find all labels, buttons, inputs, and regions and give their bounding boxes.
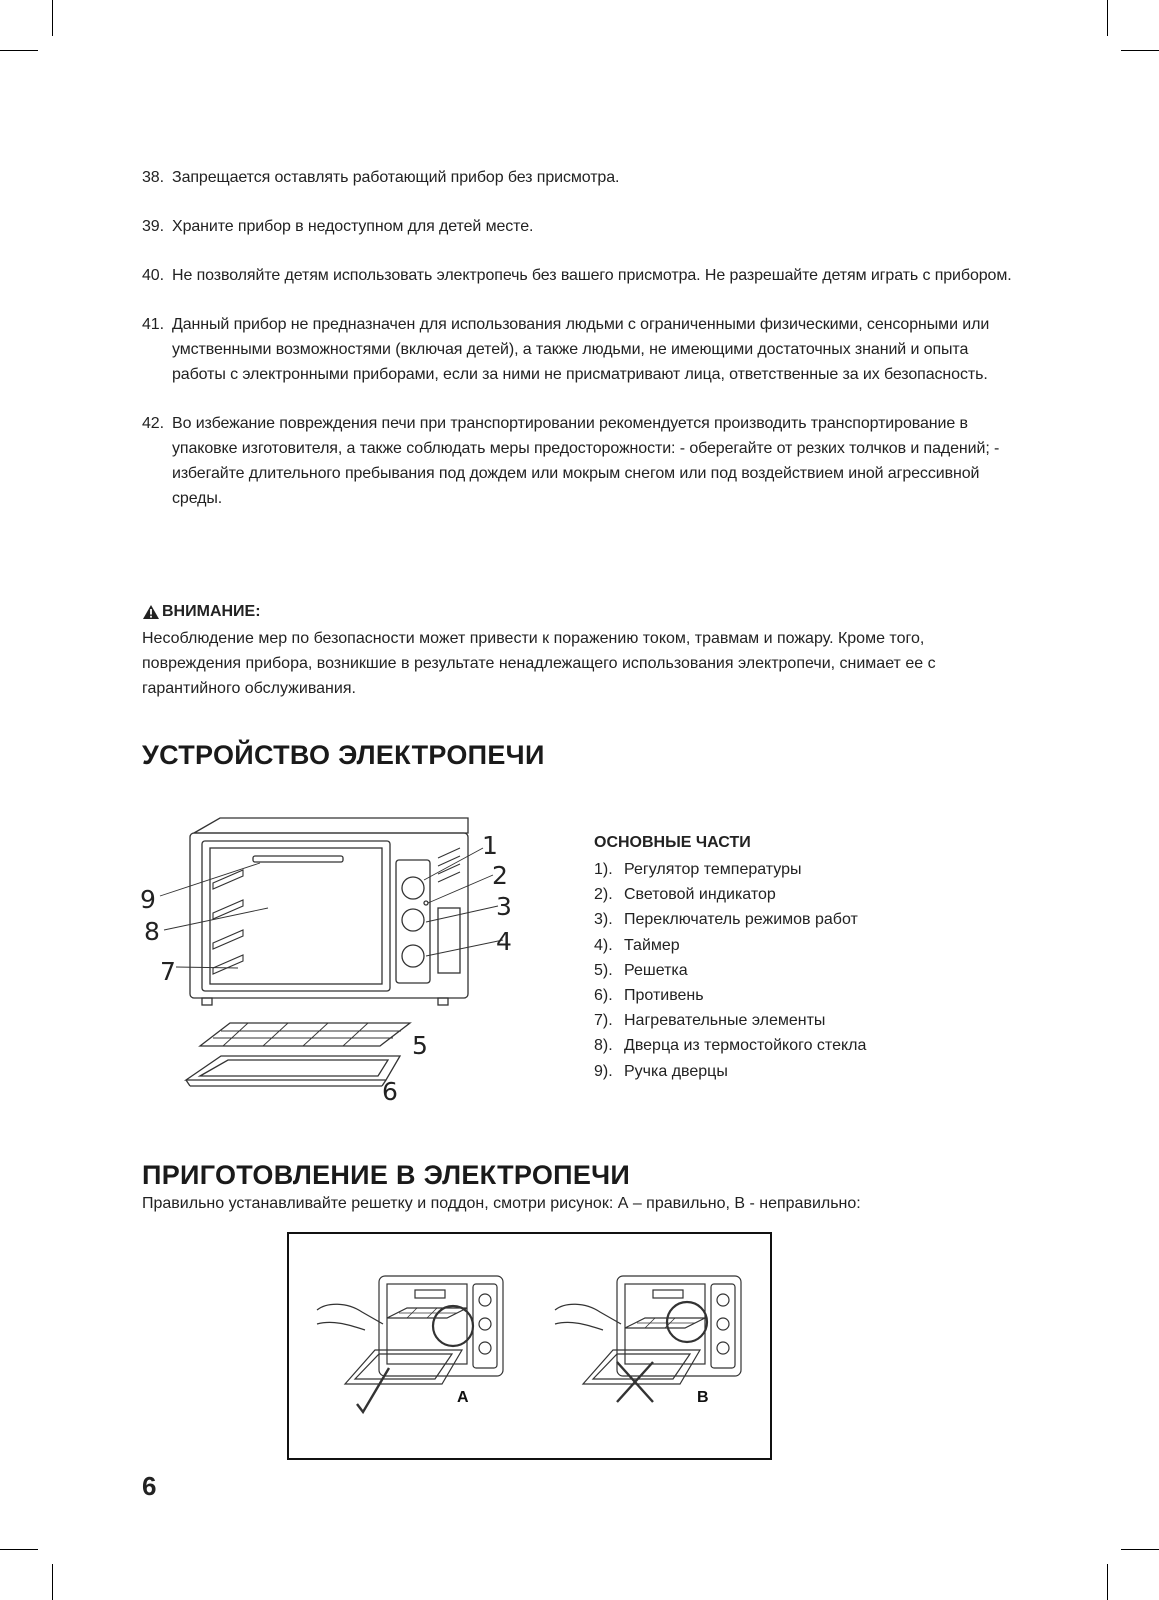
part-label: Ручка дверцы: [624, 1062, 728, 1080]
part-label: Переключатель режимов работ: [624, 911, 858, 929]
callout-8: 8: [144, 917, 160, 946]
part-label: Световой индикатор: [624, 886, 776, 904]
list-item: [594, 933, 994, 958]
crop-mark: [0, 50, 38, 51]
warning-triangle-icon: [142, 604, 160, 620]
crop-mark: [1107, 1564, 1108, 1600]
part-number: 6).: [594, 987, 613, 1005]
part-number: 4).: [594, 936, 613, 954]
item-text: Во избежание повреждения печи при транспортировании рекомендуется производить транспортирование в упаковке изготовителя, а также соблюдать меры предосторожности: - оберегайте от резких толчков и падений; - избегайте длительного пребывания под дождем или мокрым снегом или под воздействием иной агрессивной среды.: [172, 415, 1000, 507]
cooking-intro: Правильно устанавливайте решетку и поддон, смотри рисунок: А – правильно, В - неправильно:: [142, 1195, 861, 1212]
rack-placement-diagram: [287, 1232, 772, 1460]
list-item: [142, 411, 1012, 511]
part-number: 1).: [594, 861, 613, 878]
item-number: 41.: [142, 316, 164, 333]
item-number: 39.: [142, 218, 164, 235]
page-number: 6: [142, 1471, 157, 1501]
callout-2: 2: [492, 861, 508, 890]
crop-mark: [1121, 1549, 1159, 1550]
parts-list: [594, 833, 994, 1084]
item-text: Запрещается оставлять работающий прибор без присмотра.: [172, 169, 620, 186]
list-item: [594, 1008, 994, 1033]
warning-title-text: ВНИМАНИЕ:: [162, 603, 261, 620]
list-item: [142, 312, 1012, 387]
warning-block: [142, 602, 1012, 701]
list-item: [594, 1059, 994, 1084]
list-item: [594, 983, 994, 1008]
item-number: 38.: [142, 169, 164, 186]
part-number: 9).: [594, 1062, 613, 1080]
callout-4: 4: [496, 927, 512, 956]
list-item: [594, 907, 994, 932]
list-item: [594, 1033, 994, 1058]
part-number: 3).: [594, 911, 613, 929]
crop-mark: [52, 1564, 53, 1600]
list-item: [594, 882, 994, 907]
callout-3: 3: [496, 892, 512, 921]
part-label: Регулятор температуры: [624, 861, 802, 878]
item-text: Не позволяйте детям использовать электропечь без вашего присмотра. Не разрешайте детям играть с прибором.: [172, 267, 1012, 284]
list-item: [594, 857, 994, 882]
item-text: Данный прибор не предназначен для использования людьми с ограниченными физическими, сенсорными или умственными возможностями (включая детей), а также людьми, не имеющими достаточных знаний и опыта работы с электронными приборами, если за ними не присматривают лица, ответственные за их безопасность.: [172, 316, 990, 383]
crop-mark: [1107, 0, 1108, 36]
crop-mark: [52, 0, 53, 36]
callout-9: 9: [140, 885, 156, 914]
part-label: Нагревательные элементы: [624, 1012, 826, 1030]
warning-text: Несоблюдение мер по безопасности может привести к поражению током, травмам и пожару. Кроме того, повреждения прибора, возникшие в результате ненадлежащего использования электропечи, снимает ее с гарантийного обслуживания.: [142, 630, 936, 697]
part-label: Решетка: [624, 961, 688, 979]
part-label: Противень: [624, 987, 704, 1005]
callout-6: 6: [382, 1077, 398, 1106]
part-label: Таймер: [624, 936, 680, 954]
part-number: 5).: [594, 961, 613, 979]
oven-parts-diagram: [138, 808, 538, 1108]
callout-1: 1: [482, 831, 498, 860]
part-label: Дверца из термостойкого стекла: [624, 1037, 867, 1055]
crop-mark: [1121, 50, 1159, 51]
device-section-title: УСТРОЙСТВО ЭЛЕКТРОПЕЧИ: [142, 740, 545, 770]
label-b: B: [697, 1389, 709, 1406]
part-number: 2).: [594, 886, 613, 904]
item-text: Храните прибор в недоступном для детей месте.: [172, 218, 534, 235]
parts-title: ОСНОВНЫЕ ЧАСТИ: [594, 834, 751, 851]
label-a: A: [457, 1389, 469, 1406]
list-item: [594, 958, 994, 983]
list-item: [142, 214, 1012, 239]
list-item: [142, 263, 1012, 288]
callout-7: 7: [160, 957, 176, 986]
callout-5: 5: [412, 1031, 428, 1060]
item-number: 40.: [142, 267, 164, 284]
list-item: [142, 165, 1012, 190]
part-number: 7).: [594, 1012, 613, 1030]
item-number: 42.: [142, 415, 164, 432]
safety-list: [142, 165, 1012, 535]
cooking-section-title: ПРИГОТОВЛЕНИЕ В ЭЛЕКТРОПЕЧИ: [142, 1160, 631, 1190]
crop-mark: [0, 1549, 38, 1550]
part-number: 8).: [594, 1037, 613, 1055]
warning-title: [142, 602, 1012, 622]
